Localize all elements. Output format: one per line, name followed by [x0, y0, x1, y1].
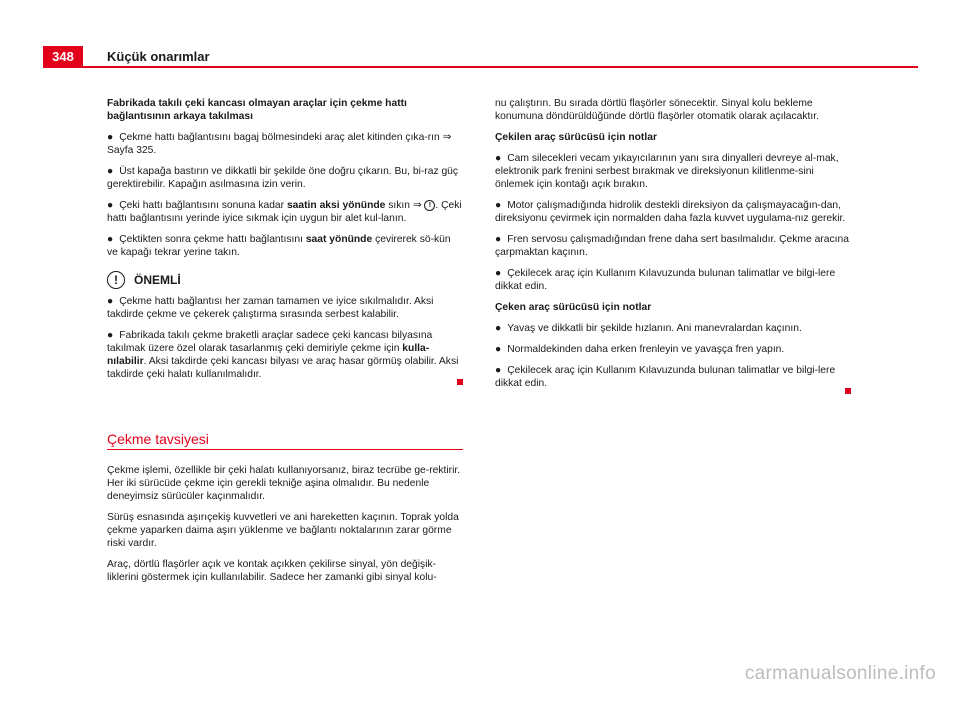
list-item-emphasis: saatin aksi yönünde — [286, 200, 386, 211]
paragraph: nu çalıştırın. Bu sırada dörtlü flaşörler sönecektir. Sinyal kolu bekleme konumuna döndürüldüğünde dörtlü flaşörler otomatik olarak açılacaktır. — [495, 98, 819, 122]
list-item — [107, 165, 463, 191]
warning-item — [107, 295, 463, 321]
paragraph: Sürüş esnasında aşırıçekiş kuvvetleri ve ani hareketten kaçının. Toprak yolda çekme yaparken daima aşırı yüklenme ve bağlantı noktalarının zarar görme riski vardır. — [107, 512, 459, 549]
end-mark-icon — [845, 388, 851, 394]
list-item — [495, 322, 851, 335]
subheading: Çekilen araç sürücüsü için notlar — [495, 132, 657, 143]
bullet-icon: ● — [495, 365, 502, 376]
bullet-icon: ● — [495, 200, 502, 211]
page-number: 348 — [43, 46, 83, 66]
list-item-text: Normaldekinden daha erken frenleyin ve yavaşça fren yapın. — [507, 344, 785, 355]
bullet-icon: ● — [107, 132, 114, 143]
bullet-icon: ● — [107, 166, 114, 177]
warning-text: Fabrikada takılı çekme braketli araçlar sadece çeki kancası bilyasına takılmak üzere özel olarak tasarlanmış çeki demiriyle çekme için — [107, 330, 433, 354]
list-item-text: . Çeki hattı bağlantısını yerinde iyice sıkmak için uygun bir alet kul-lanın. — [107, 200, 462, 224]
left-column — [107, 97, 463, 592]
right-column — [495, 97, 851, 398]
paragraph: Araç, dörtlü flaşörler açık ve kontak açıkken çekilirse sinyal, yön değişik-liklerini göstermek için kullanılabilir. Sadece her zamanki gibi sinyal kolu- — [107, 559, 437, 583]
list-item-text: Çekilecek araç için Kullanım Kılavuzunda bulunan talimatlar ve bilgi-lere dikkat edin. — [495, 268, 836, 292]
warning-title: ÖNEMLİ — [134, 272, 181, 287]
end-mark — [495, 385, 851, 398]
list-item-text: Motor çalışmadığında hidrolik destekli direksiyon da çalışmayacağın-dan, direksiyonu çevirmek için normalden daha fazla kuvvet uygulama-nız gerekir. — [495, 200, 846, 224]
bullet-icon: ● — [495, 153, 502, 164]
bullet-icon: ● — [495, 344, 502, 355]
list-item — [107, 131, 463, 157]
list-item — [495, 233, 851, 259]
list-item-text: Çekilecek araç için Kullanım Kılavuzunda bulunan talimatlar ve bilgi-lere dikkat edin. — [495, 365, 836, 389]
list-item-text: Yavaş ve dikkatli bir şekilde hızlanın. Ani manevralardan kaçının. — [507, 323, 802, 334]
chapter-title: Küçük onarımlar — [107, 49, 210, 64]
list-item-text: sıkın ⇒ — [385, 200, 425, 211]
warning-icon: ! — [107, 271, 125, 289]
list-item-text: Fren servosu çalışmadığından frene daha sert basılmalıdır. Çekme aracına çarpmaktan kaçının. — [495, 234, 849, 258]
warning-item — [107, 329, 463, 381]
subheading: Çeken araç sürücüsü için notlar — [495, 302, 652, 313]
list-item — [495, 267, 851, 293]
procedure-heading: Fabrikada takılı çeki kancası olmayan araçlar için çekme hattı bağlantısının arkaya takılması — [107, 98, 407, 122]
bullet-icon: ● — [495, 268, 502, 279]
warning-emphasis: kulla-nılabilir — [107, 343, 430, 367]
list-item — [495, 199, 851, 225]
paragraph: Çekme işlemi, özellikle bir çeki halatı kullanıyorsanız, biraz tecrübe ge-rektirir. Her iki sürücüde çekme için gerekli tekniğe aşina olmalıdır. Bu nedenle deneyimsiz sürücüler kaçınmalıdır. — [107, 465, 461, 502]
watermark: carmanualsonline.info — [744, 663, 936, 684]
list-item-text: Çektikten sonra çekme hattı bağlantısını — [119, 234, 306, 245]
bullet-icon: ● — [107, 200, 114, 211]
list-item-text: Çekme hattı bağlantısını bagaj bölmesindeki araç alet kitinden çıka-rın ⇒ Sayfa 325. — [107, 132, 452, 156]
list-item-text: Üst kapağa bastırın ve dikkatli bir şekilde öne doğru çıkarın. Bu, bi-raz güç gerektirebilir. Kapağın asılmasına izin verin. — [107, 166, 459, 190]
header-divider — [43, 66, 918, 68]
bullet-icon: ● — [107, 234, 114, 245]
warning-reference-icon[interactable]: ! — [424, 200, 435, 211]
bullet-icon: ● — [107, 330, 114, 341]
bullet-icon: ● — [495, 323, 502, 334]
section-title: Çekme tavsiyesi — [107, 433, 463, 450]
list-item — [495, 343, 851, 356]
list-item — [107, 199, 463, 225]
warning-text: . Aksi takdirde çeki kancası bilyası ve araç hasar görmüş olabilir. Aksi takdirde çeki halatı kullanılmalıdır. — [107, 356, 459, 380]
list-item — [107, 233, 463, 259]
bullet-icon: ● — [107, 296, 114, 307]
warning-header — [107, 271, 463, 289]
list-item-text: Cam silecekleri vecam yıkayıcılarının yanı sıra dinyalleri devreye al-mak, elektronik park frenini serbest bırakmak ve direksiyonun kilitlenme-sini önlemek için kontağı açık bırakın. — [495, 153, 839, 190]
list-item-text: Çeki hattı bağlantısını sonuna kadar — [119, 200, 287, 211]
warning-text: Çekme hattı bağlantısı her zaman tamamen ve iyice sıkılmalıdır. Aksi takdirde çekme ve çekerek çalıştırma sırasında serbest kalabilir. — [107, 296, 434, 320]
list-item-emphasis: saat yönünde — [305, 234, 373, 245]
list-item-text: çevirerek sö-kün ve kapağı tekrar yerine takın. — [107, 234, 451, 258]
end-mark-icon — [457, 379, 463, 385]
list-item — [495, 152, 851, 191]
bullet-icon: ● — [495, 234, 502, 245]
